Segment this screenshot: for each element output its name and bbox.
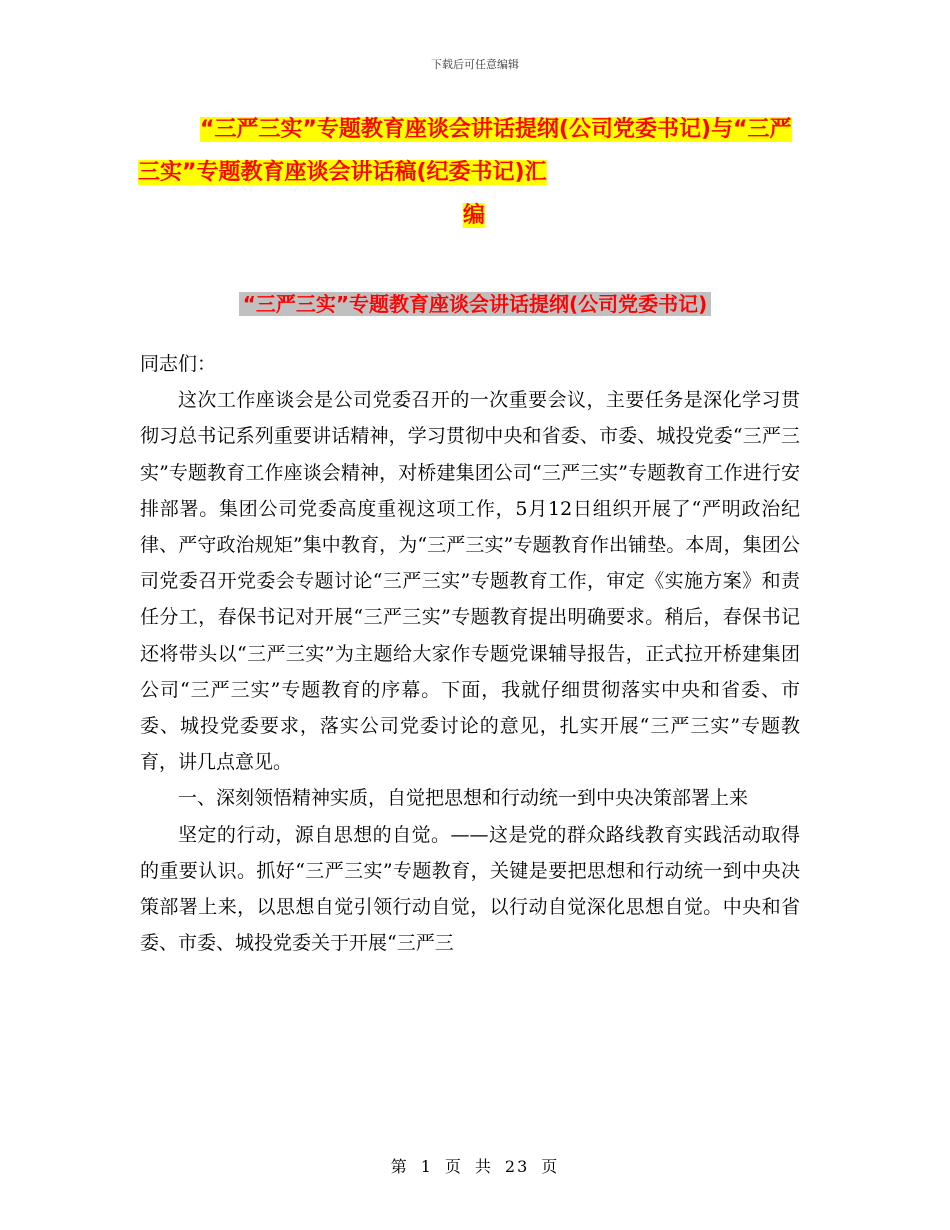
section-title-text: “三严三实”专题教育座谈会讲话提纲(公司党委书记) [239, 292, 712, 316]
paragraph-1: 这次工作座谈会是公司党委召开的一次重要会议，主要任务是深化学习贯彻习总书记系列重要讲话精神，学习贯彻中央和省委、市委、城投党委“三严三实”专题教育工作座谈会精神，对桥建集团公司“三严三实”专题教育工作进行安排部署。集团公司党委高度重视这项工作，5月12日组织开展了“严明政治纪律、严守政治规矩”集中教育，为“三严三实”专题教育作出铺垫。本周，集团公司党委召开党委会专题讨论“三严三实”专题教育工作，审定《实施方案》和责任分工，春保书记对开展“三严三实”专题教育提出明确要求。稍后，春保书记还将带头以“三严三实”为主题给大家作专题党课辅导报告，正式拉开桥建集团公司“三严三实”专题教育的序幕。下面，我就仔细贯彻落实中央和省委、市委、城投党委要求，落实公司党委讨论的意见，扎实开展“三严三实”专题教育，讲几点意见。 [140, 389, 800, 774]
header-note: 下载后可任意编辑 [431, 58, 519, 71]
footer-page-number: 1 [420, 1157, 433, 1176]
main-title-line2: 编 [462, 203, 485, 228]
footer-total-suffix: 页 [541, 1157, 560, 1176]
salutation: 同志们： [140, 353, 217, 375]
footer-prefix: 第 [390, 1157, 409, 1176]
paragraph-3: 坚定的行动，源自思想的自觉。——这是党的群众路线教育实践活动取得的重要认识。抓好“三严三实”专题教育，关键是要把思想和行动统一到中央决策部署上来，以思想自觉引领行动自觉，以行动自觉深化思想自觉。中央和省委、市委、城投党委关于开展“三严三 [140, 823, 800, 955]
footer-total-pages: 23 [504, 1157, 530, 1176]
paragraph-2-heading: 一、深刻领悟精神实质，自觉把思想和行动统一到中央决策部署上来 [178, 787, 749, 810]
body-text [140, 346, 800, 961]
main-title-line2-wrap [138, 194, 810, 237]
page-footer [0, 1154, 950, 1177]
section-title [0, 288, 950, 317]
footer-total-label: 共 [474, 1157, 493, 1176]
main-title-line1: “三严三实”专题教育座谈会讲话提纲(公司党委书记)与“三严三实”专题教育座谈会讲话稿(纪委书记)汇 [138, 117, 792, 185]
main-title [138, 108, 810, 237]
footer-page-label: 页 [444, 1157, 463, 1176]
